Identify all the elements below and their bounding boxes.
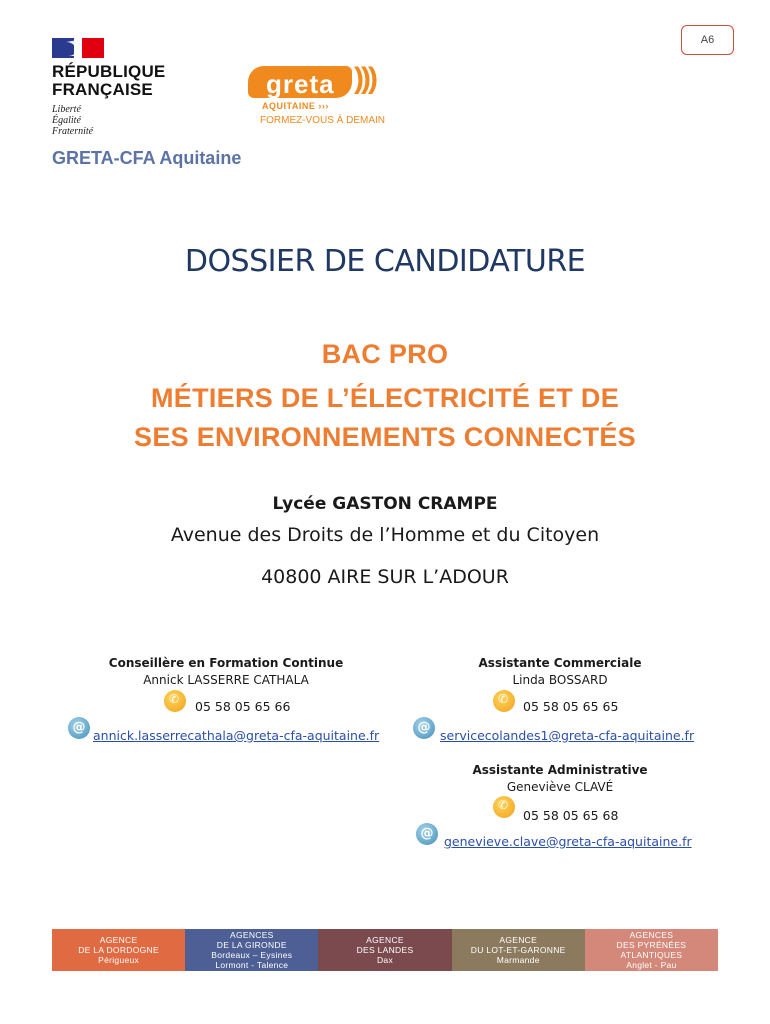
agency-line: Anglet - Pau xyxy=(626,960,677,970)
contact-card-administrative xyxy=(440,762,680,796)
agency-line: ATLANTIQUES xyxy=(620,950,683,960)
contact-role: Assistante Administrative xyxy=(472,763,648,777)
contact-name: Annick LASSERRE CATHALA xyxy=(143,673,309,687)
contact-name: Linda BOSSARD xyxy=(512,673,608,687)
motto-egalite: Égalité xyxy=(52,115,81,126)
agency-line: Périgueux xyxy=(98,955,140,965)
subtitle-line1: BAC PRO xyxy=(321,339,449,369)
agency-dordogne xyxy=(52,929,185,971)
republic-line1: RÉPUBLIQUE xyxy=(52,62,166,81)
organization-name: GRETA-CFA Aquitaine xyxy=(52,148,242,168)
agency-lot-et-garonne xyxy=(452,929,585,971)
agency-line: DES LANDES xyxy=(356,945,414,955)
phone-icon xyxy=(164,690,186,712)
agency-line: DE LA DORDOGNE xyxy=(78,945,159,955)
contact-role: Assistante Commerciale xyxy=(478,656,642,670)
email-icon: @ xyxy=(68,717,90,739)
greta-logo-region: AQUITAINE ››› xyxy=(262,101,329,111)
subtitle-line2: MÉTIERS DE L’ÉLECTRICITÉ ET DE xyxy=(150,383,620,413)
agency-line: AGENCES xyxy=(629,930,674,940)
school-name: Lycée GASTON CRAMPE xyxy=(272,494,498,514)
agency-line: DU LOT-ET-GARONNE xyxy=(470,945,566,955)
agency-line: Dax xyxy=(376,955,394,965)
contact-name: Geneviève CLAVÉ xyxy=(506,780,614,794)
motto-fraternite: Fraternité xyxy=(52,126,94,137)
contact-phone: 05 58 05 65 65 xyxy=(523,699,619,714)
document-code-badge: A6 xyxy=(681,25,734,55)
subtitle-line3: SES ENVIRONNEMENTS CONNECTÉS xyxy=(134,422,636,452)
greta-logo-word: greta xyxy=(266,69,335,99)
motto-liberte: Liberté xyxy=(52,104,81,115)
agency-line: AGENCE xyxy=(366,935,404,945)
contact-email-link[interactable]: servicecolandes1@greta-cfa-aquitaine.fr xyxy=(440,728,695,743)
agencies-footer xyxy=(52,929,718,971)
agency-line: AGENCE xyxy=(99,935,138,945)
email-icon: @ xyxy=(413,717,435,739)
agency-line: Marmande xyxy=(496,955,540,965)
phone-icon xyxy=(493,690,515,712)
contact-phone: 05 58 05 65 66 xyxy=(195,699,291,714)
agency-line: Bordeaux – Eysines xyxy=(211,950,293,960)
republic-line2: FRANÇAISE xyxy=(52,80,153,99)
marianne-flag-icon xyxy=(52,38,104,58)
school-city: 40800 AIRE SUR L’ADOUR xyxy=(261,566,509,588)
school-street: Avenue des Droits de l’Homme et du Citoyen xyxy=(170,524,600,546)
agency-gironde xyxy=(185,929,318,971)
contact-card-conseillere xyxy=(96,655,356,689)
agency-line: AGENCES xyxy=(229,930,274,940)
contact-role: Conseillère en Formation Continue xyxy=(108,656,344,670)
greta-logo-pill xyxy=(248,66,352,98)
contact-email-link[interactable]: genevieve.clave@greta-cfa-aquitaine.fr xyxy=(444,834,692,849)
agency-line: DE LA GIRONDE xyxy=(216,940,287,950)
contact-email-link[interactable]: annick.lasserrecathala@greta-cfa-aquitaine.fr xyxy=(93,728,380,743)
email-icon: @ xyxy=(416,823,438,845)
contact-card-commerciale xyxy=(440,655,680,689)
agency-line: DES PYRÉNÉES xyxy=(616,940,687,950)
agency-line: AGENCE xyxy=(499,935,538,945)
document-title: DOSSIER DE CANDIDATURE xyxy=(184,244,586,279)
greta-arcs-icon: ))) xyxy=(354,62,375,95)
agency-landes xyxy=(318,929,451,971)
greta-logo-slogan: FORMEZ-VOUS À DEMAIN xyxy=(260,115,386,126)
contact-phone: 05 58 05 65 68 xyxy=(523,808,619,823)
agency-line: Lormont - Talence xyxy=(215,960,289,970)
greta-logo xyxy=(240,60,395,132)
agency-pyrenees-atlantiques xyxy=(585,929,718,971)
phone-icon xyxy=(493,796,515,818)
